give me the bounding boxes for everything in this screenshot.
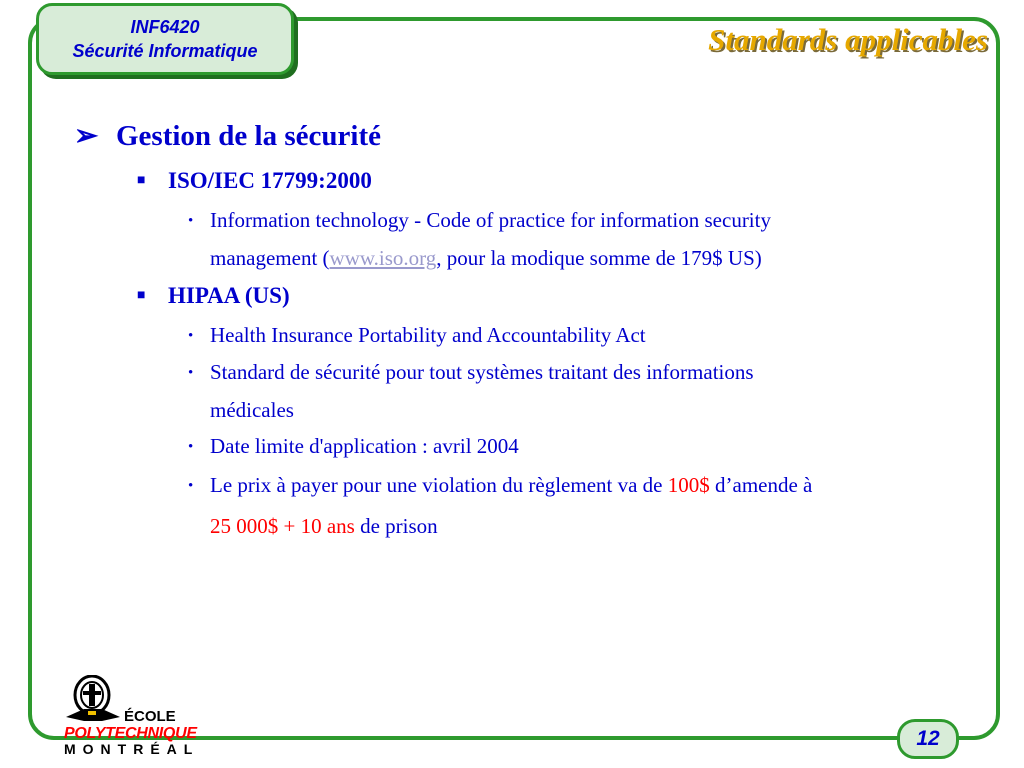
hipaa-item-1-text: Health Insurance Portability and Accountability Act <box>210 323 646 347</box>
dot-bullet-icon: • <box>188 439 194 455</box>
hipaa-item-2 <box>188 354 754 429</box>
hipaa-item-4-line2 <box>188 506 812 546</box>
section-hipaa-title: HIPAA (US) <box>168 283 290 308</box>
hipaa-item-4-pre: Le prix à payer pour une violation du règlement va de <box>210 473 668 497</box>
dot-bullet-icon: • <box>188 328 194 344</box>
hipaa-item-3 <box>188 428 519 466</box>
iso-item-1-line1: Information technology - Code of practice for information security <box>210 208 771 232</box>
iso-link[interactable]: www.iso.org <box>329 246 437 270</box>
fine-amount: 100$ <box>667 473 710 497</box>
arrow-bullet-icon: ➢ <box>74 120 99 152</box>
section-iso-title: ISO/IEC 17799:2000 <box>168 168 372 193</box>
course-name: Sécurité Informatique <box>72 41 258 61</box>
logo-text-polytechnique: POLYTECHNIQUE <box>64 725 197 742</box>
dot-bullet-icon: • <box>188 365 194 381</box>
iso-item-1-line2 <box>188 240 771 277</box>
main-bullet-text: Gestion de la sécurité <box>116 120 381 152</box>
square-bullet-icon: ■ <box>137 173 146 188</box>
hipaa-item-2-line1: Standard de sécurité pour tout systèmes traitant des informations <box>210 360 754 384</box>
hipaa-item-2-line2: médicales <box>210 398 294 422</box>
course-code: INF6420 <box>130 17 200 37</box>
section-hipaa <box>137 283 290 309</box>
course-label-box <box>36 3 294 75</box>
iso-item-1-post: , pour la modique somme de 179$ US) <box>436 246 762 270</box>
hipaa-item-3-text: Date limite d'application : avril 2004 <box>210 434 519 458</box>
hipaa-item-1 <box>188 317 646 355</box>
square-bullet-icon: ■ <box>137 288 146 303</box>
max-penalty: 25 000$ + 10 ans <box>210 514 355 538</box>
hipaa-item-4-post: de prison <box>354 514 438 538</box>
logo-text-ecole: ÉCOLE <box>124 708 176 725</box>
dot-bullet-icon: • <box>188 213 194 229</box>
logo-text-montreal: MONTRÉAL <box>64 741 200 757</box>
dot-bullet-icon: • <box>188 478 194 494</box>
iso-item-1-pre: management ( <box>210 246 330 270</box>
iso-item-1 <box>188 202 771 277</box>
hipaa-item-4-mid: d’amende à <box>709 473 813 497</box>
page-number: 12 <box>897 719 959 759</box>
slide-title: Standards applicables <box>708 22 988 57</box>
section-iso <box>137 168 372 194</box>
hipaa-item-4 <box>188 465 812 546</box>
main-bullet <box>74 118 381 153</box>
